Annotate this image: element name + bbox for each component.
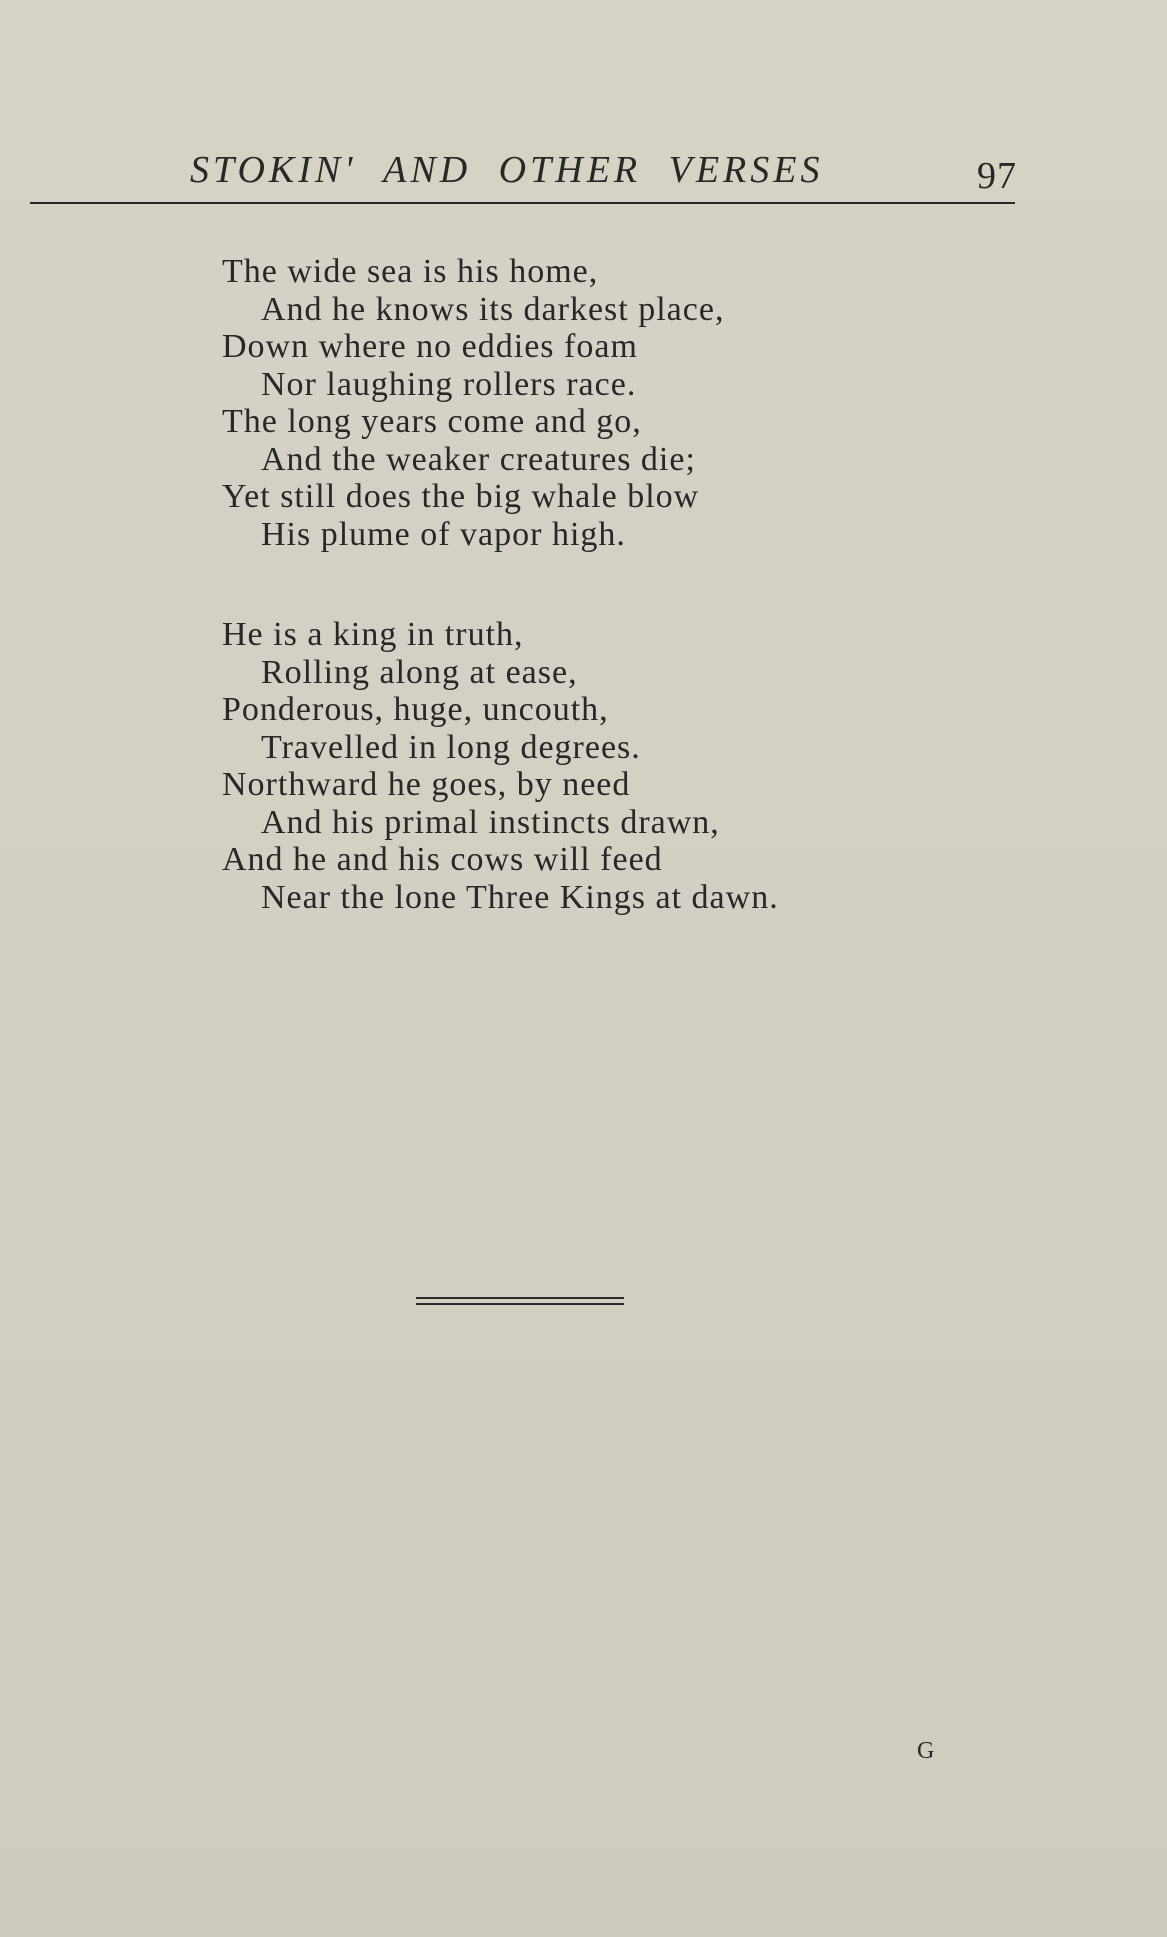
verse-line: Rolling along at ease, [261,653,578,691]
verse-line: Near the lone Three Kings at dawn. [261,878,779,916]
verse-line: Yet still does the big whale blow [222,478,700,515]
signature-mark: G [917,1738,935,1764]
verse-line: Ponderous, huge, uncouth, [222,691,609,728]
verse-line: His plume of vapor high. [261,515,626,553]
verse-line: He is a king in truth, [222,616,524,653]
verse-line: And he knows its darkest place, [261,290,725,328]
rule-line [416,1303,624,1305]
verse-line: The long years come and go, [222,403,642,440]
running-head [0,140,1167,200]
running-head-title: STOKIN' AND OTHER VERSES [190,149,824,191]
verse-line: Nor laughing rollers race. [261,365,637,403]
verse-line: And he and his cows will feed [222,841,663,878]
stanza-1 [222,253,1042,553]
verse-line: And his primal instincts drawn, [261,803,720,841]
verse-line: Down where no eddies foam [222,328,638,365]
verse-line: Northward he goes, by need [222,766,631,803]
end-of-poem-double-rule [416,1297,624,1305]
verse-line: And the weaker creatures die; [261,440,696,478]
verse-line: Travelled in long degrees. [261,728,641,766]
page-number: 97 [977,155,1017,197]
stanza-2 [222,616,1042,916]
rule-line [416,1297,624,1299]
header-rule [30,202,1015,204]
verse-line: The wide sea is his home, [222,253,599,290]
